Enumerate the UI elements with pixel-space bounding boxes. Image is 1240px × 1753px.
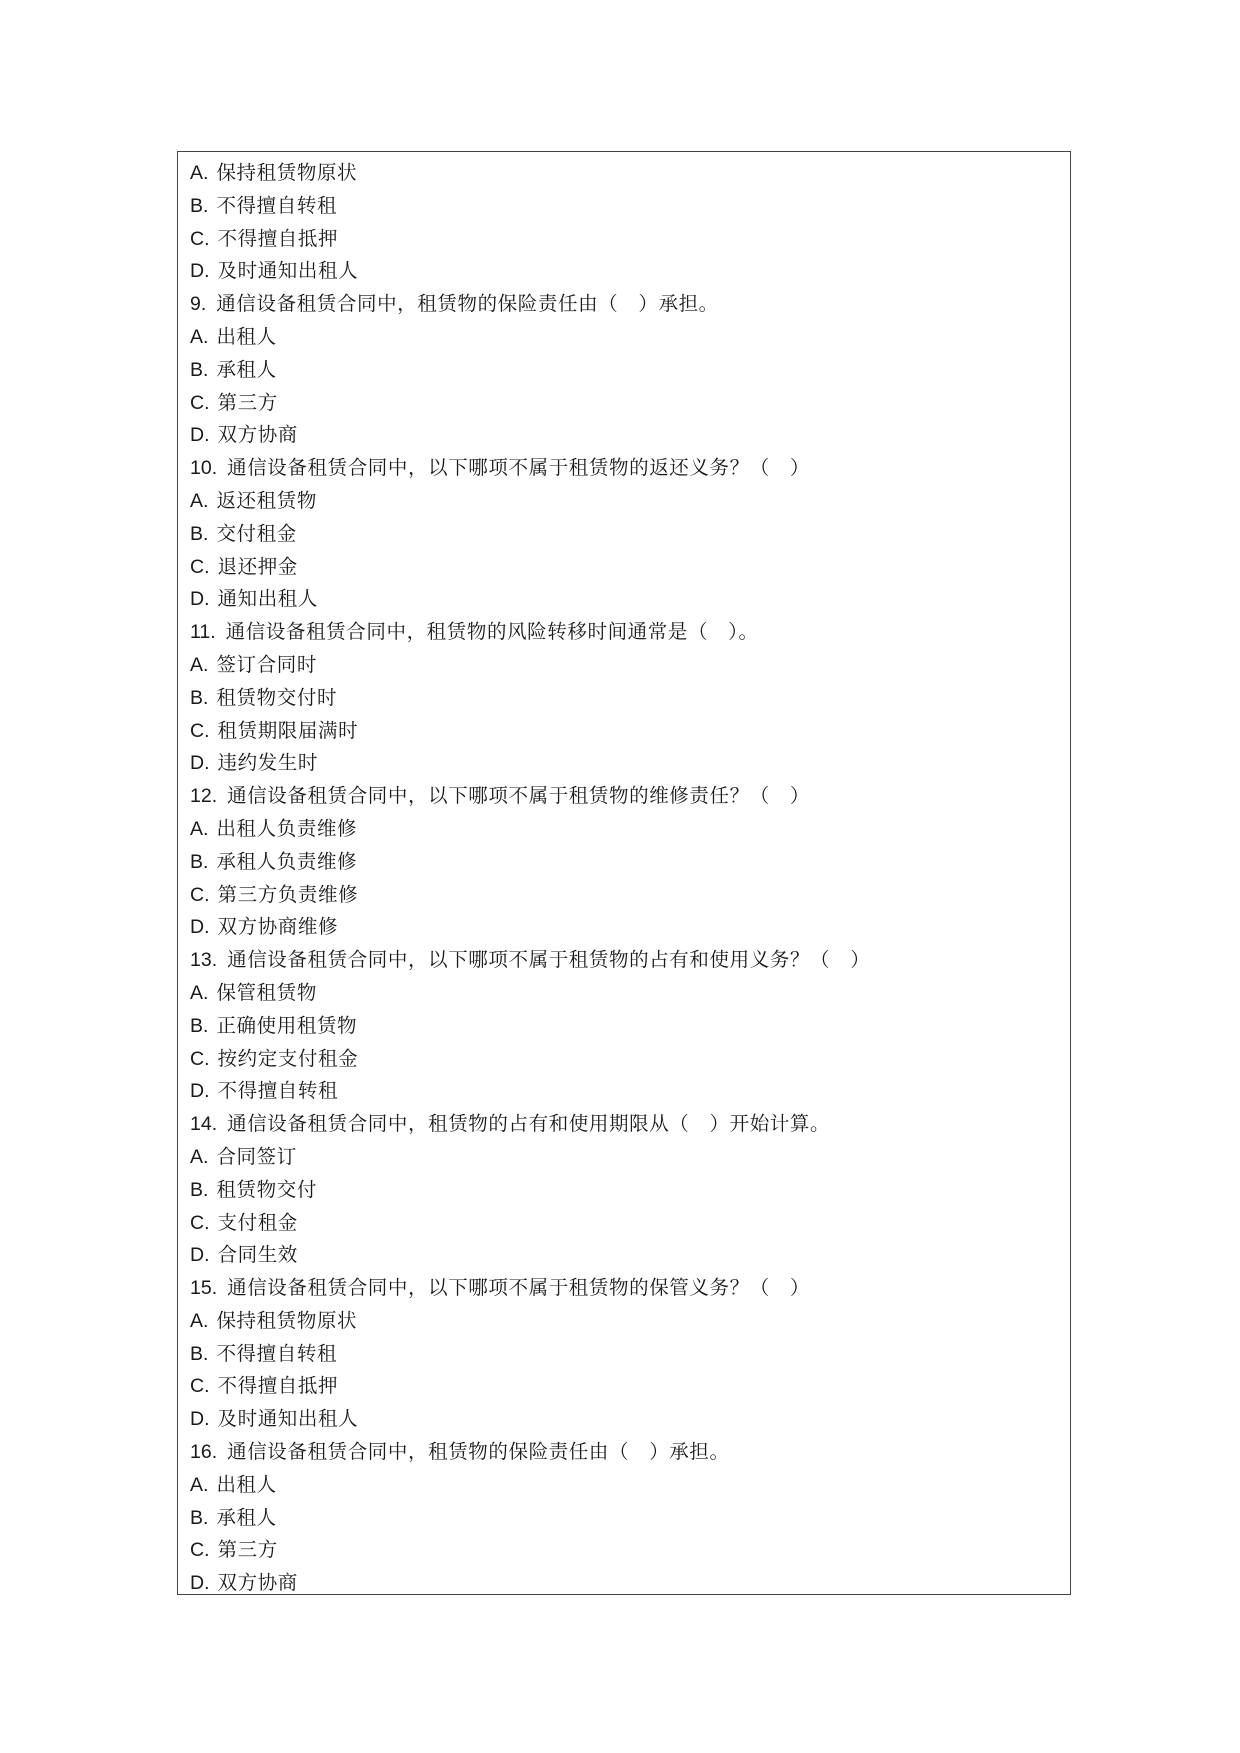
answer-option	[190, 813, 1058, 846]
question-stem	[190, 944, 1058, 977]
option-letter: B.	[190, 1342, 209, 1365]
option-letter: B.	[190, 522, 209, 545]
option-letter: B.	[190, 1506, 209, 1529]
option-letter: D.	[190, 916, 210, 939]
option-text: 租赁物交付时	[216, 685, 338, 709]
question-stem	[190, 288, 1058, 321]
option-text: 及时通知出租人	[217, 1407, 359, 1431]
option-text: 第三方	[217, 1538, 278, 1562]
option-letter: B.	[190, 686, 209, 709]
question-frame	[177, 151, 1071, 1595]
answer-option	[190, 1141, 1058, 1174]
option-letter: B.	[190, 1178, 209, 1201]
option-text: 保持租赁物原状	[216, 161, 358, 184]
option-letter: D.	[190, 260, 210, 283]
option-letter: D.	[190, 752, 210, 775]
option-letter: D.	[190, 1244, 210, 1267]
question-text: 通信设备租赁合同中，租赁物的风险转移时间通常是（ ）。	[225, 620, 759, 644]
option-text: 租赁期限届满时	[217, 718, 359, 742]
option-text: 保管租赁物	[216, 980, 317, 1004]
answer-option	[190, 1075, 1058, 1108]
answer-option	[190, 190, 1058, 223]
option-letter: A.	[190, 1473, 209, 1496]
answer-option	[190, 911, 1058, 944]
option-text: 通知出租人	[217, 587, 319, 611]
answer-option	[190, 157, 1058, 190]
option-letter: C.	[190, 883, 210, 906]
question-text: 通信设备租赁合同中，以下哪项不属于租赁物的维修责任？（ ）	[227, 784, 811, 808]
option-letter: D.	[190, 1080, 210, 1103]
question-text: 通信设备租赁合同中，租赁物的保险责任由（ ）承担。	[216, 292, 719, 316]
question-stem	[190, 452, 1058, 485]
answer-option	[190, 1239, 1058, 1272]
answer-option	[190, 1043, 1058, 1076]
answer-option	[190, 354, 1058, 387]
answer-option	[190, 1338, 1058, 1371]
option-text: 不得擅自转租	[217, 1079, 339, 1103]
option-text: 第三方负责维修	[217, 882, 359, 906]
option-letter: C.	[190, 1211, 210, 1234]
answer-option	[190, 747, 1058, 780]
option-text: 承租人	[216, 1505, 277, 1529]
option-text: 违约发生时	[217, 751, 319, 775]
answer-option	[190, 715, 1058, 748]
answer-option	[190, 551, 1058, 584]
answer-option	[190, 1534, 1058, 1567]
answer-option	[190, 1305, 1058, 1338]
question-number: 12.	[190, 785, 218, 808]
option-letter: A.	[190, 325, 209, 348]
option-letter: C.	[190, 555, 210, 578]
option-letter: A.	[190, 981, 209, 1004]
option-text: 承租人负责维修	[216, 849, 358, 873]
option-letter: C.	[190, 1539, 210, 1562]
option-letter: A.	[190, 489, 209, 512]
answer-option	[190, 1010, 1058, 1043]
answer-option	[190, 485, 1058, 518]
question-stem	[190, 1436, 1058, 1469]
question-text: 通信设备租赁合同中，租赁物的保险责任由（ ）承担。	[227, 1440, 730, 1464]
option-letter: A.	[190, 1145, 209, 1168]
option-text: 支付租金	[217, 1210, 298, 1234]
question-number: 11.	[190, 621, 216, 644]
question-number: 15.	[190, 1277, 218, 1300]
option-text: 双方协商	[217, 1571, 298, 1595]
question-text: 通信设备租赁合同中，以下哪项不属于租赁物的返还义务？（ ）	[227, 456, 811, 480]
option-letter: B.	[190, 1014, 209, 1037]
option-letter: D.	[190, 1572, 210, 1595]
answer-option	[190, 1207, 1058, 1240]
option-letter: A.	[190, 653, 209, 676]
answer-option	[190, 682, 1058, 715]
answer-option	[190, 223, 1058, 256]
answer-option	[190, 1370, 1058, 1403]
option-letter: D.	[190, 1408, 210, 1431]
option-text: 及时通知出租人	[217, 259, 359, 283]
option-letter: C.	[190, 1375, 210, 1398]
option-letter: C.	[190, 227, 210, 250]
option-letter: A.	[190, 162, 209, 184]
option-text: 第三方	[217, 390, 278, 414]
option-letter: D.	[190, 588, 210, 611]
option-text: 返还租赁物	[216, 488, 317, 512]
option-letter: C.	[190, 391, 210, 414]
option-text: 合同签订	[216, 1144, 297, 1168]
option-text: 退还押金	[217, 554, 298, 578]
question-stem	[190, 780, 1058, 813]
option-text: 出租人负责维修	[216, 816, 358, 840]
option-letter: C.	[190, 719, 210, 742]
option-letter: A.	[190, 817, 209, 840]
question-text: 通信设备租赁合同中，以下哪项不属于租赁物的保管义务？（ ）	[227, 1276, 811, 1300]
answer-option	[190, 879, 1058, 912]
answer-option	[190, 419, 1058, 452]
answer-option	[190, 518, 1058, 551]
answer-option	[190, 387, 1058, 420]
option-text: 租赁物交付	[216, 1177, 317, 1201]
question-stem	[190, 616, 1058, 649]
question-number: 16.	[190, 1441, 218, 1464]
option-text: 双方协商维修	[217, 915, 339, 939]
question-stem	[190, 1272, 1058, 1305]
question-text: 通信设备租赁合同中，租赁物的占有和使用期限从（ ）开始计算。	[227, 1112, 831, 1136]
option-letter: A.	[190, 1309, 209, 1332]
option-text: 出租人	[216, 324, 277, 348]
option-letter: B.	[190, 358, 209, 381]
option-text: 保持租赁物原状	[216, 1308, 358, 1332]
question-number: 13.	[190, 949, 218, 972]
answer-option	[190, 1502, 1058, 1535]
option-letter: C.	[190, 1047, 210, 1070]
option-text: 正确使用租赁物	[216, 1013, 358, 1037]
option-letter: D.	[190, 424, 210, 447]
option-text: 出租人	[216, 1472, 277, 1496]
question-number: 10.	[190, 457, 218, 480]
question-stem	[190, 1108, 1058, 1141]
question-number: 9.	[190, 293, 207, 316]
option-text: 不得擅自抵押	[217, 1374, 339, 1398]
option-text: 合同生效	[217, 1243, 298, 1267]
question-text: 通信设备租赁合同中，以下哪项不属于租赁物的占有和使用义务？（ ）	[227, 948, 871, 972]
answer-option	[190, 1403, 1058, 1436]
answer-option	[190, 255, 1058, 288]
option-text: 不得擅自转租	[216, 193, 338, 217]
answer-option	[190, 1567, 1058, 1600]
option-text: 双方协商	[217, 423, 298, 447]
answer-option	[190, 977, 1058, 1010]
option-text: 按约定支付租金	[217, 1046, 359, 1070]
option-text: 承租人	[216, 357, 277, 381]
answer-option	[190, 846, 1058, 879]
question-list	[190, 157, 1058, 1600]
answer-option	[190, 583, 1058, 616]
answer-option	[190, 649, 1058, 682]
answer-option	[190, 1469, 1058, 1502]
option-text: 签订合同时	[216, 652, 317, 676]
answer-option	[190, 321, 1058, 354]
question-number: 14.	[190, 1113, 218, 1136]
option-letter: B.	[190, 850, 209, 873]
option-text: 不得擅自抵押	[217, 226, 339, 250]
option-letter: B.	[190, 194, 209, 217]
option-text: 交付租金	[216, 521, 297, 545]
answer-option	[190, 1174, 1058, 1207]
option-text: 不得擅自转租	[216, 1341, 338, 1365]
